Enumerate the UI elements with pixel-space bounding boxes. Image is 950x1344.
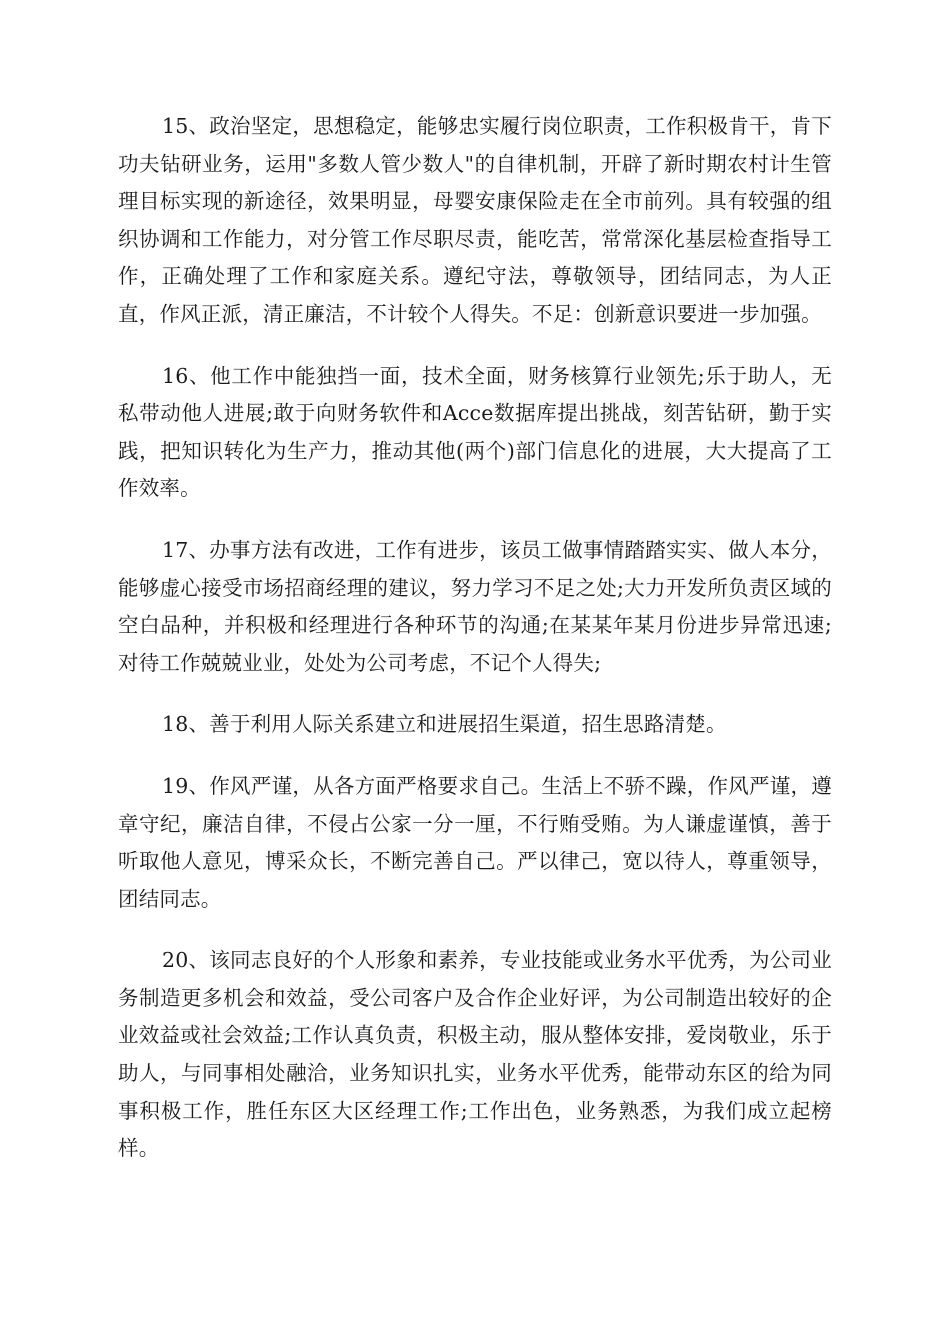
paragraph-17: 17、办事方法有改进，工作有进步，该员工做事情踏踏实实、做人本分，能够虚心接受市场招商经理的建议，努力学习不足之处;大力开发所负责区域的空白品种，并积极和经理进行各种环节的沟通;在某某年某月份进步异常迅速;对待工作兢兢业业，处处为公司考虑，不记个人得失; <box>118 537 832 675</box>
paragraph-19: 19、作风严谨，从各方面严格要求自己。生活上不骄不躁，作风严谨，遵章守纪，廉洁自律，不侵占公家一分一厘，不行贿受贿。为人谦虚谨慎，善于听取他人意见，博采众长，不断完善自己。严以律己，宽以待人，尊重领导，团结同志。 <box>118 773 832 911</box>
paragraph-16: 16、他工作中能独挡一面，技术全面，财务核算行业领先;乐于助人，无私带动他人进展;敢于向财务软件和Acce数据库提出挑战，刻苦钻研，勤于实践，把知识转化为生产力，推动其他(两个)部门信息化的进展，大大提高了工作效率。 <box>118 363 832 501</box>
paragraph-15: 15、政治坚定，思想稳定，能够忠实履行岗位职责，工作积极肯干，肯下功夫钻研业务，运用"多数人管少数人"的自律机制，开辟了新时期农村计生管理目标实现的新途径，效果明显，母婴安康保险走在全市前列。具有较强的组织协调和工作能力，对分管工作尽职尽责，能吃苦，常常深化基层检查指导工作，正确处理了工作和家庭关系。遵纪守法，尊敬领导，团结同志，为人正直，作风正派，清正廉洁，不计较个人得失。不足：创新意识要进一步加强。 <box>118 114 832 326</box>
paragraph-18: 18、善于利用人际关系建立和进展招生渠道，招生思路清楚。 <box>162 712 727 737</box>
paragraph-20: 20、该同志良好的个人形象和素养，专业技能或业务水平优秀，为公司业务制造更多机会和效益，受公司客户及合作企业好评，为公司制造出较好的企业效益或社会效益;工作认真负责，积极主动，服从整体安排，爱岗敬业，乐于助人，与同事相处融洽，业务知识扎实，业务水平优秀，能带动东区的给为同事积极工作，胜任东区大区经理工作;工作出色，业务熟悉，为我们成立起榜样。 <box>118 948 832 1161</box>
